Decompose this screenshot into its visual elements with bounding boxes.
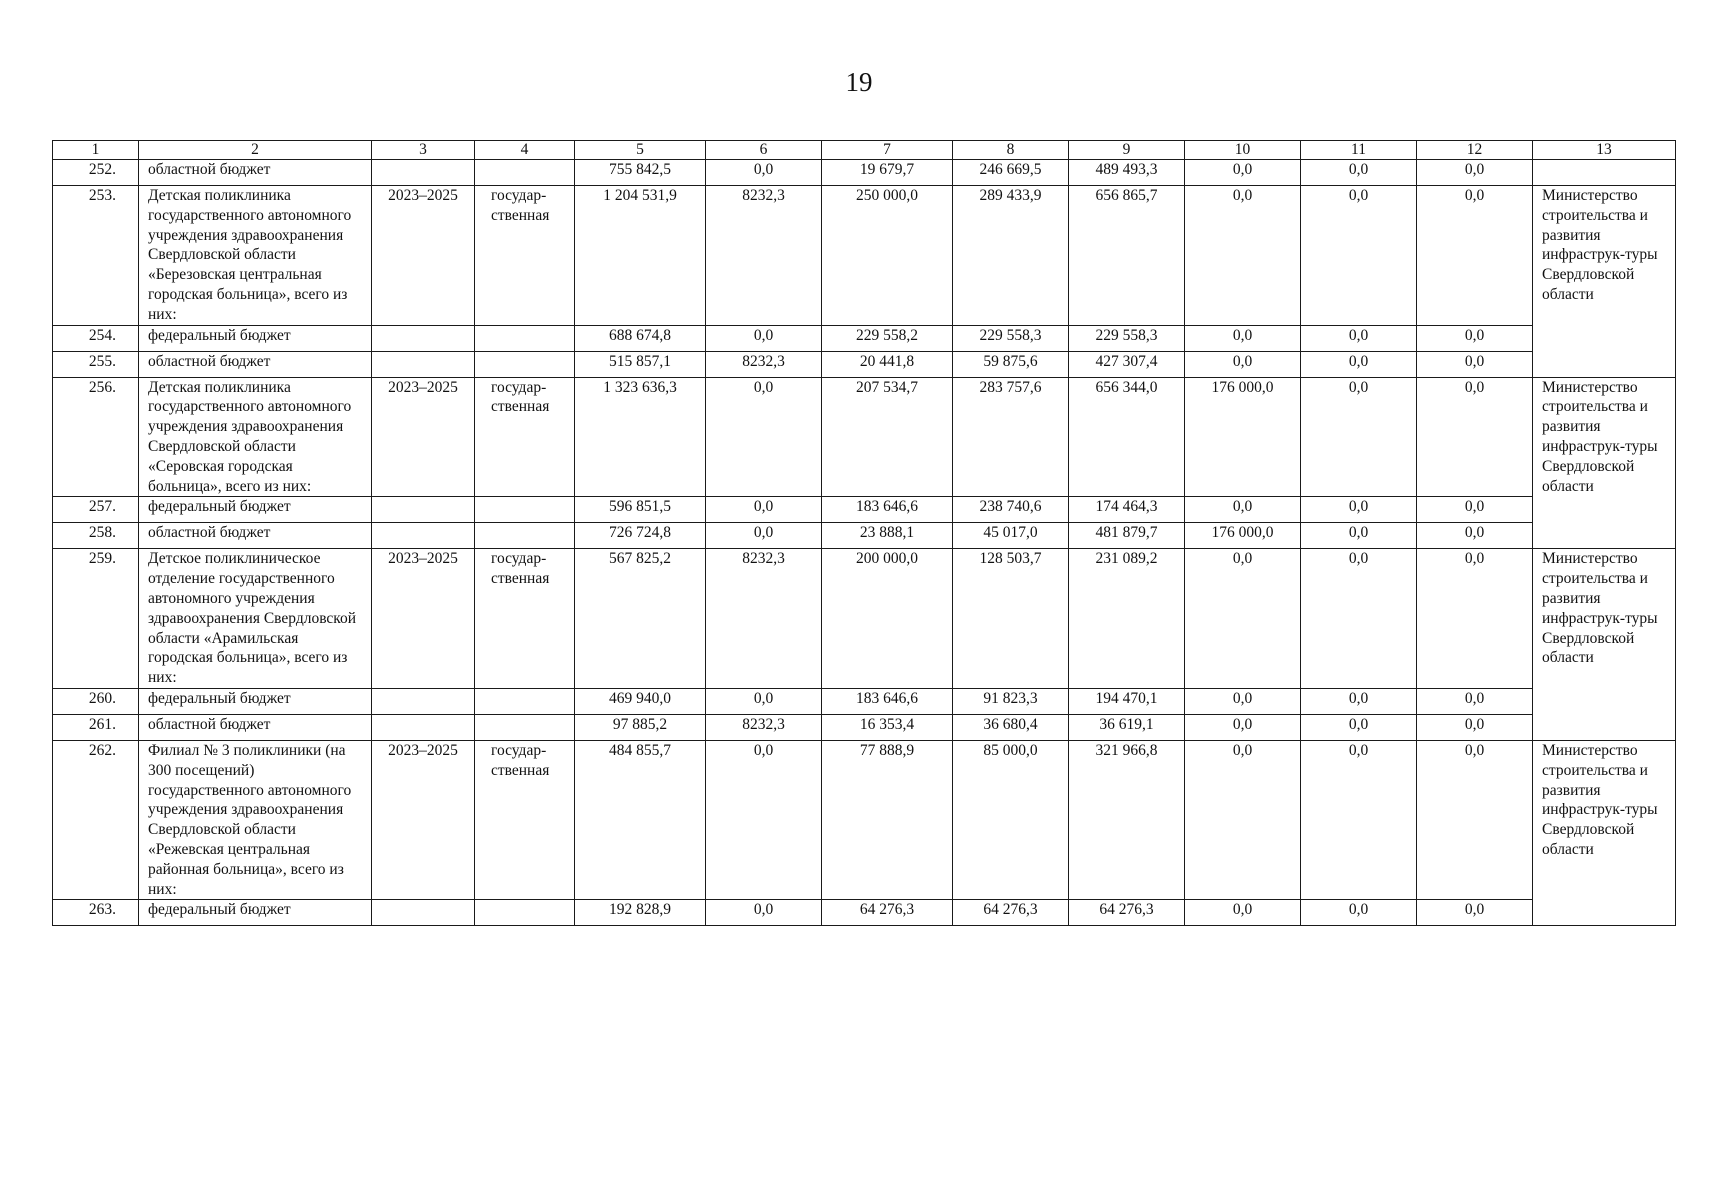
row-period [372,351,475,377]
row-name: федеральный бюджет [139,497,372,523]
value-col12: 0,0 [1417,740,1533,899]
page-number: 19 [845,67,873,97]
value-col6: 8232,3 [706,351,822,377]
value-col9: 231 089,2 [1069,549,1185,689]
value-col9: 427 307,4 [1069,351,1185,377]
value-col10: 0,0 [1185,351,1301,377]
responsible-cell [1533,160,1676,186]
row-type [475,714,575,740]
row-type: государ-ственная [475,377,575,497]
row-period: 2023–2025 [372,549,475,689]
row-period [372,325,475,351]
value-col8: 45 017,0 [953,523,1069,549]
value-col10: 176 000,0 [1185,523,1301,549]
table-row [53,160,1676,186]
row-type [475,688,575,714]
value-col10: 0,0 [1185,160,1301,186]
row-type [475,900,575,926]
value-col8: 36 680,4 [953,714,1069,740]
row-period [372,523,475,549]
row-type [475,325,575,351]
value-col9: 229 558,3 [1069,325,1185,351]
table-row [53,549,1676,689]
value-col6: 0,0 [706,497,822,523]
value-col6: 0,0 [706,523,822,549]
value-col11: 0,0 [1301,549,1417,689]
value-col12: 0,0 [1417,160,1533,186]
value-col12: 0,0 [1417,688,1533,714]
value-col5: 755 842,5 [575,160,706,186]
row-type: государ-ственная [475,549,575,689]
value-col10: 0,0 [1185,186,1301,326]
value-col11: 0,0 [1301,688,1417,714]
table-row [53,523,1676,549]
value-col5: 1 323 636,3 [575,377,706,497]
value-col5: 726 724,8 [575,523,706,549]
value-col12: 0,0 [1417,325,1533,351]
value-col10: 0,0 [1185,714,1301,740]
value-col10: 0,0 [1185,549,1301,689]
value-col5: 469 940,0 [575,688,706,714]
value-col8: 238 740,6 [953,497,1069,523]
row-name: федеральный бюджет [139,900,372,926]
row-name: областной бюджет [139,160,372,186]
row-name: Детское поликлиническое отделение государственного автономного учреждения здравоохранения Свердловской области «Арамильская городская больница», всего из них: [139,549,372,689]
column-number: 10 [1185,141,1301,160]
value-col7: 200 000,0 [822,549,953,689]
value-col9: 64 276,3 [1069,900,1185,926]
value-col11: 0,0 [1301,714,1417,740]
column-number: 6 [706,141,822,160]
value-col8: 246 669,5 [953,160,1069,186]
value-col12: 0,0 [1417,523,1533,549]
row-period [372,160,475,186]
value-col6: 0,0 [706,740,822,899]
value-col9: 656 865,7 [1069,186,1185,326]
value-col10: 0,0 [1185,740,1301,899]
row-period: 2023–2025 [372,740,475,899]
value-col9: 656 344,0 [1069,377,1185,497]
value-col12: 0,0 [1417,497,1533,523]
row-name: областной бюджет [139,351,372,377]
row-name: федеральный бюджет [139,325,372,351]
value-col8: 229 558,3 [953,325,1069,351]
row-period: 2023–2025 [372,186,475,326]
value-col10: 0,0 [1185,688,1301,714]
value-col9: 36 619,1 [1069,714,1185,740]
row-number: 260. [53,688,139,714]
row-number: 263. [53,900,139,926]
value-col11: 0,0 [1301,186,1417,326]
value-col5: 1 204 531,9 [575,186,706,326]
value-col8: 128 503,7 [953,549,1069,689]
row-name: Детская поликлиника государственного автономного учреждения здравоохранения Свердловской области «Березовская центральная городская больница», всего из них: [139,186,372,326]
row-number: 254. [53,325,139,351]
value-col7: 229 558,2 [822,325,953,351]
value-col12: 0,0 [1417,900,1533,926]
row-period [372,688,475,714]
value-col9: 481 879,7 [1069,523,1185,549]
column-number: 11 [1301,141,1417,160]
value-col7: 183 646,6 [822,497,953,523]
value-col11: 0,0 [1301,377,1417,497]
column-number: 3 [372,141,475,160]
value-col9: 489 493,3 [1069,160,1185,186]
row-type [475,523,575,549]
value-col12: 0,0 [1417,549,1533,689]
value-col5: 484 855,7 [575,740,706,899]
value-col6: 0,0 [706,325,822,351]
row-number: 256. [53,377,139,497]
responsible-organization: Министерство строительства и развития инфраструк-туры Свердловской области [1533,549,1676,741]
value-col6: 0,0 [706,688,822,714]
table-row [53,688,1676,714]
value-col6: 0,0 [706,377,822,497]
responsible-organization: Министерство строительства и развития инфраструк-туры Свердловской области [1533,377,1676,549]
row-period [372,497,475,523]
value-col6: 8232,3 [706,186,822,326]
value-col9: 321 966,8 [1069,740,1185,899]
value-col7: 207 534,7 [822,377,953,497]
row-number: 255. [53,351,139,377]
row-period: 2023–2025 [372,377,475,497]
value-col8: 64 276,3 [953,900,1069,926]
table-row [53,377,1676,497]
row-type [475,497,575,523]
value-col8: 59 875,6 [953,351,1069,377]
value-col7: 23 888,1 [822,523,953,549]
responsible-organization: Министерство строительства и развития инфраструк-туры Свердловской области [1533,740,1676,925]
value-col11: 0,0 [1301,325,1417,351]
value-col5: 192 828,9 [575,900,706,926]
value-col12: 0,0 [1417,186,1533,326]
value-col7: 20 441,8 [822,351,953,377]
value-col11: 0,0 [1301,497,1417,523]
value-col6: 0,0 [706,160,822,186]
row-number: 262. [53,740,139,899]
row-number: 257. [53,497,139,523]
table-row [53,900,1676,926]
column-number: 12 [1417,141,1533,160]
row-name: федеральный бюджет [139,688,372,714]
table-row [53,714,1676,740]
column-number: 4 [475,141,575,160]
column-number: 2 [139,141,372,160]
table-row [53,740,1676,899]
value-col6: 8232,3 [706,549,822,689]
value-col11: 0,0 [1301,351,1417,377]
value-col8: 85 000,0 [953,740,1069,899]
value-col8: 91 823,3 [953,688,1069,714]
table-row [53,351,1676,377]
row-number: 252. [53,160,139,186]
value-col5: 596 851,5 [575,497,706,523]
value-col12: 0,0 [1417,351,1533,377]
column-number: 13 [1533,141,1676,160]
value-col8: 289 433,9 [953,186,1069,326]
column-number: 1 [53,141,139,160]
value-col10: 0,0 [1185,325,1301,351]
row-type [475,351,575,377]
value-col5: 515 857,1 [575,351,706,377]
row-name: областной бюджет [139,714,372,740]
column-number: 8 [953,141,1069,160]
row-name: областной бюджет [139,523,372,549]
row-type [475,160,575,186]
value-col12: 0,0 [1417,714,1533,740]
column-number: 7 [822,141,953,160]
row-name: Детская поликлиника государственного автономного учреждения здравоохранения Свердловской области «Серовская городская больница», всего из них: [139,377,372,497]
row-type: государ-ственная [475,740,575,899]
value-col7: 77 888,9 [822,740,953,899]
value-col7: 64 276,3 [822,900,953,926]
value-col6: 8232,3 [706,714,822,740]
value-col8: 283 757,6 [953,377,1069,497]
value-col5: 688 674,8 [575,325,706,351]
value-col11: 0,0 [1301,160,1417,186]
responsible-organization: Министерство строительства и развития инфраструк-туры Свердловской области [1533,186,1676,378]
row-number: 259. [53,549,139,689]
value-col7: 19 679,7 [822,160,953,186]
value-col9: 174 464,3 [1069,497,1185,523]
table-row [53,186,1676,326]
row-period [372,900,475,926]
value-col5: 567 825,2 [575,549,706,689]
value-col9: 194 470,1 [1069,688,1185,714]
value-col6: 0,0 [706,900,822,926]
table-row [53,325,1676,351]
column-number: 9 [1069,141,1185,160]
row-number: 261. [53,714,139,740]
row-number: 258. [53,523,139,549]
row-name: Филиал № 3 поликлиники (на 300 посещений) государственного автономного учреждения здравоохранения Свердловской области «Режевская центральная районная больница», всего из них: [139,740,372,899]
value-col11: 0,0 [1301,740,1417,899]
value-col12: 0,0 [1417,377,1533,497]
value-col10: 0,0 [1185,900,1301,926]
row-type: государ-ственная [475,186,575,326]
value-col10: 176 000,0 [1185,377,1301,497]
value-col10: 0,0 [1185,497,1301,523]
value-col5: 97 885,2 [575,714,706,740]
value-col7: 183 646,6 [822,688,953,714]
value-col7: 16 353,4 [822,714,953,740]
value-col7: 250 000,0 [822,186,953,326]
row-number: 253. [53,186,139,326]
column-number: 5 [575,141,706,160]
column-number-row [53,141,1676,160]
table-row [53,497,1676,523]
budget-table [52,140,1676,926]
value-col11: 0,0 [1301,523,1417,549]
row-period [372,714,475,740]
value-col11: 0,0 [1301,900,1417,926]
